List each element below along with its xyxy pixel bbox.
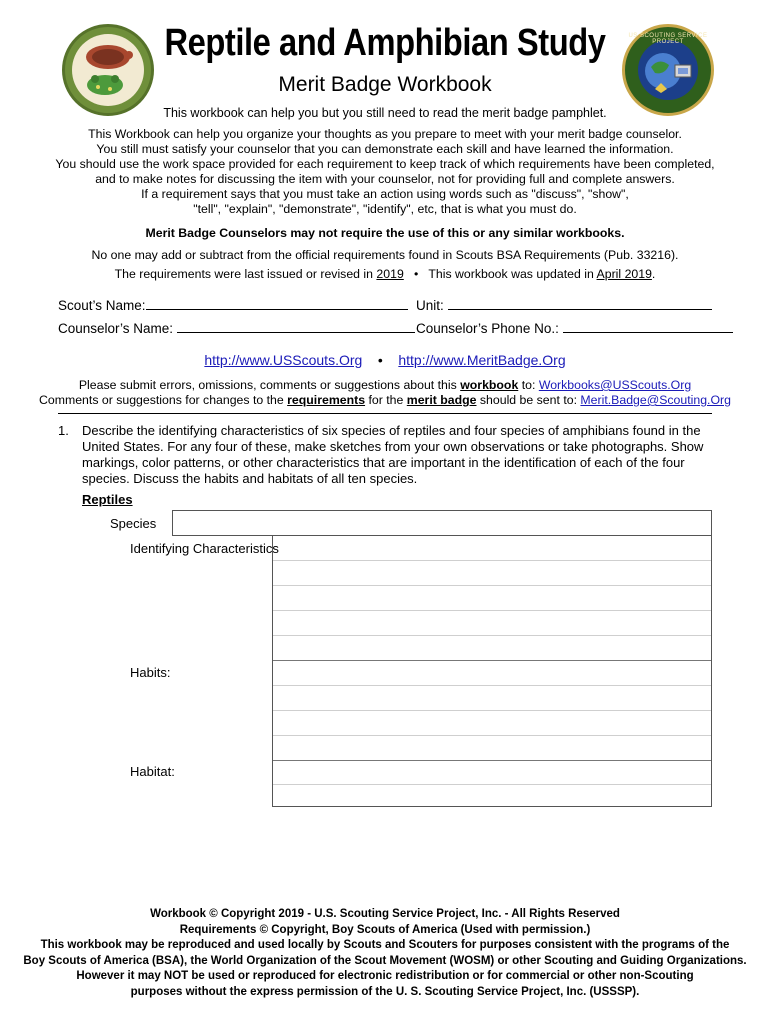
intro-text: This workbook can help you but you still need to read the merit badge pamphlet. (163, 106, 607, 120)
meritbadge-link[interactable]: http://www.MeritBadge.Org (398, 352, 566, 368)
unit-field[interactable] (448, 297, 712, 310)
habits-label: Habits: (130, 665, 171, 680)
issued-label: The requirements were last issued or revised in (114, 267, 373, 281)
links-row (0, 352, 770, 368)
submit-line-1 (0, 378, 770, 392)
logo-ring-text: US SCOUTING SERVICE PROJECT (628, 33, 708, 45)
counselor-phone-label: Counselor’s Phone No.: (416, 321, 559, 336)
comments-text-sent: should be sent to: (479, 393, 577, 407)
merit-badge-email-link[interactable]: Merit.Badge@Scouting.Org (580, 393, 731, 407)
instruction-line: You still must satisfy your counselor that you can demonstrate each skill and have learned the information. (96, 142, 674, 156)
usscouts-link[interactable]: http://www.USScouts.Org (204, 352, 363, 368)
reptiles-heading: Reptiles (82, 492, 133, 507)
updated-date: April 2019 (596, 267, 652, 281)
comments-text: Comments or suggestions for changes to the (39, 393, 284, 407)
footer-line: Requirements © Copyright, Boy Scouts of America (Used with permission.) (179, 923, 591, 936)
habitat-label: Habitat: (130, 764, 175, 779)
scout-name-row (58, 297, 408, 313)
issued-year: 2019 (376, 267, 404, 281)
comments-bold-merit-badge: merit badge (406, 393, 477, 407)
footer-line: This workbook may be reproduced and used locally by Scouts and Scouters for purposes consistent with the programs of the (40, 939, 730, 951)
scout-name-label: Scout’s Name: (58, 298, 146, 313)
updated-label: This workbook was updated in (428, 267, 594, 281)
species-field[interactable] (172, 510, 712, 536)
instruction-line: You should use the work space provided for each requirement to keep track of which requirements have been completed, (55, 157, 715, 171)
counselor-phone-field[interactable] (563, 320, 733, 333)
footer-line: Boy Scouts of America (BSA), the World Organization of the Scout Movement (WOSM) or other Scouting and Guiding Organizations. (23, 954, 747, 967)
counselor-note: Merit Badge Counselors may not require the use of this or any similar workbooks. (145, 226, 625, 240)
links-bullet: • (377, 352, 383, 368)
submit-text: Please submit errors, omissions, comments or suggestions about this (78, 378, 457, 392)
submit-bold-workbook: workbook (460, 378, 519, 392)
official-requirements-note: No one may add or subtract from the official requirements found in Scouts BSA Requirements (Pub. 33216). (91, 248, 679, 262)
footer-line: purposes without the express permission of the U. S. Scouting Service Project, Inc. (USSSP). (130, 985, 640, 998)
instruction-line: If a requirement says that you must take an action using words such as "discuss", "show", (141, 187, 629, 201)
copyright-footer (0, 907, 770, 1000)
comments-text-for: for the (368, 393, 404, 407)
unit-label: Unit: (416, 298, 444, 313)
species-label: Species (110, 516, 157, 531)
submit-line-2 (0, 393, 770, 407)
submit-text-to: to: (521, 378, 536, 392)
counselor-name-row (58, 320, 415, 336)
instruction-line: This Workbook can help you organize your thoughts as you prepare to meet with your merit badge counselor. (88, 127, 682, 141)
counselor-name-field[interactable] (177, 320, 415, 333)
page-title: Reptile and Amphibian Study (164, 22, 606, 64)
footer-line: However it may NOT be used or reproduced for electronic redistribution or for commercial or other non-Scouting (76, 970, 694, 982)
instruction-line: and to make notes for discussing the item with your counselor, not for providing full and complete answers. (95, 172, 675, 186)
unit-row (416, 297, 712, 313)
instruction-line: "tell", "explain", "demonstrate", "identify", etc, that is what you must do. (193, 202, 577, 216)
requirement-1 (58, 423, 718, 487)
revision-line (0, 267, 770, 281)
instructions-block (0, 127, 770, 217)
bullet: • (414, 267, 419, 281)
scout-name-field[interactable] (146, 297, 408, 310)
requirement-number: 1. (58, 423, 69, 438)
footer-line: Workbook © Copyright 2019 - U.S. Scouting Service Project, Inc. - All Rights Reserved (150, 908, 620, 920)
identifying-label: Identifying Characteristics (130, 541, 279, 556)
period: . (651, 267, 656, 281)
comments-bold-requirements: requirements (287, 393, 366, 407)
requirement-text: Describe the identifying characteristics of six species of reptiles and four species of amphibians found in the United States. For any four of these, make sketches from your own observations or take photographs. Show markings, color patterns, or other characteristics that are important in the identification of each of the four species. Discuss the habits and habitats of all ten species. (82, 423, 704, 486)
characteristics-box[interactable] (272, 535, 712, 807)
counselor-name-label: Counselor’s Name: (58, 321, 174, 336)
counselor-phone-row (416, 320, 733, 336)
page-subtitle: Merit Badge Workbook (278, 73, 492, 96)
workbooks-email-link[interactable]: Workbooks@USScouts.Org (538, 378, 692, 392)
section-divider (58, 413, 712, 414)
